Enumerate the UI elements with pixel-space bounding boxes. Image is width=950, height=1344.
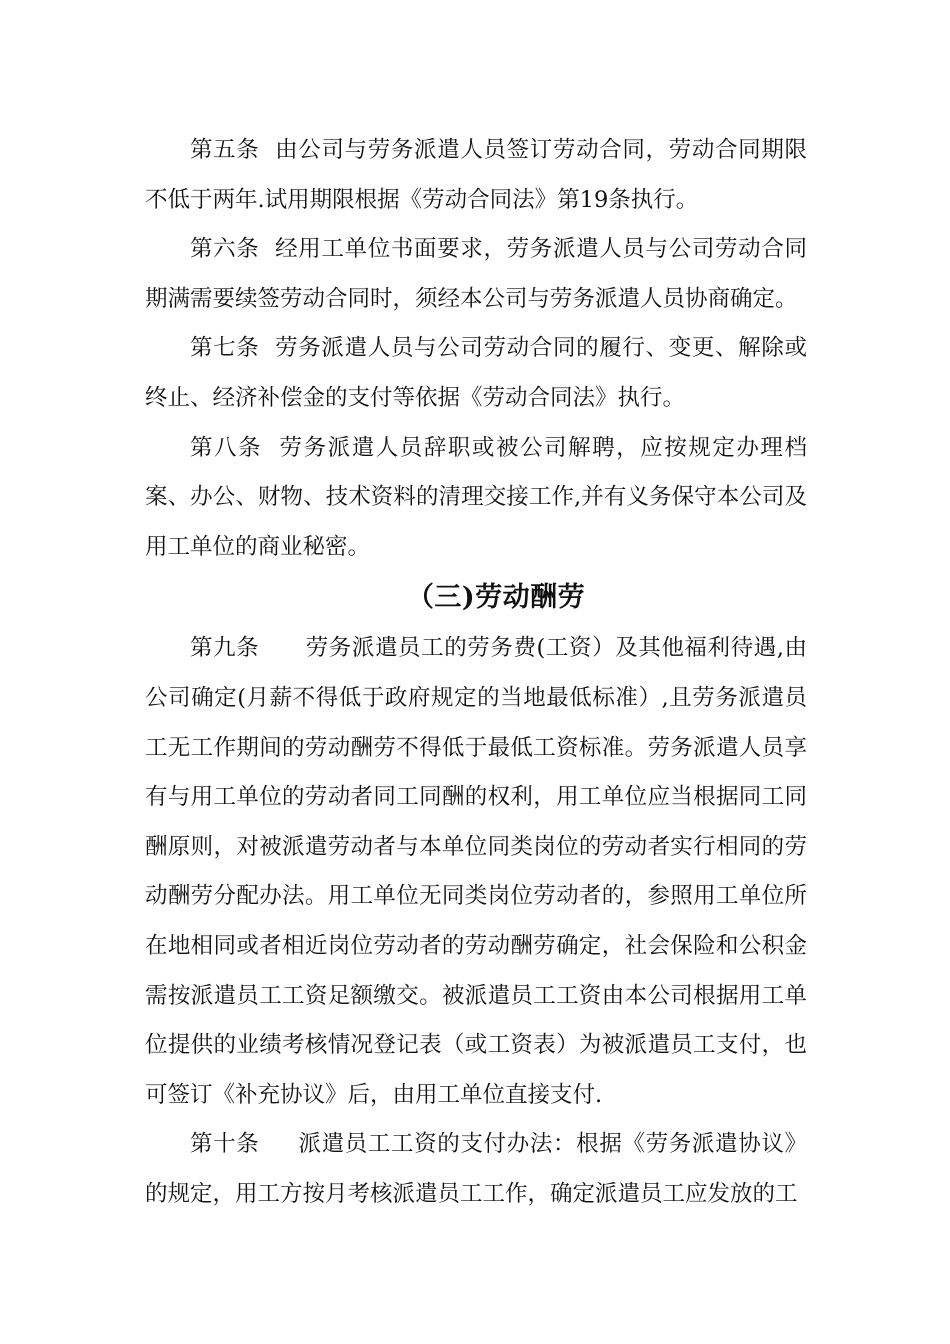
article-7-number: 第七条 xyxy=(190,335,260,362)
article-5-number: 第五条 xyxy=(190,137,260,163)
article-6-number: 第六条 xyxy=(190,236,260,263)
article-9-gap xyxy=(259,635,305,661)
article-10-paragraph xyxy=(145,1120,807,1219)
article-9-paragraph xyxy=(145,624,807,1120)
article-9-number: 第九条 xyxy=(190,635,260,662)
article-7-paragraph xyxy=(145,324,807,423)
article-5-text: 由公司与劳务派遣人员签订劳动合同，劳动合同期限不低于两年.试用期限根据《劳动合同法》第19条执行。 xyxy=(145,137,807,213)
article-7-text: 劳务派遣人员与公司劳动合同的履行、变更、解除或终止、经济补偿金的支付等依据《劳动合同法》执行。 xyxy=(145,335,807,411)
article-6-paragraph xyxy=(145,225,807,324)
article-7-gap xyxy=(259,335,275,361)
article-8-paragraph xyxy=(145,424,807,573)
article-8-gap xyxy=(262,435,279,461)
document-body xyxy=(145,126,807,1219)
article-8-text: 劳务派遣人员辞职或被公司解聘，应按规定办理档案、办公、财物、技术资料的清理交接工作,并有义务保守本公司及用工单位的商业秘密。 xyxy=(145,434,807,560)
article-10-gap xyxy=(259,1131,298,1157)
article-10-text: 派遣员工工资的支付办法：根据《劳务派遣协议》的规定，用工方按月考核派遣员工工作，确定派遣员工应发放的工 xyxy=(145,1131,807,1207)
section-heading: （三)劳动酬劳 xyxy=(406,582,586,614)
article-6-gap xyxy=(259,236,275,262)
article-8-number: 第八条 xyxy=(190,434,263,461)
article-5-paragraph xyxy=(145,126,807,225)
article-9-text: 劳务派遣员工的劳务费(工资）及其他福利待遇,由公司确定(月薪不得低于政府规定的当地最低标准）,且劳务派遣员工无工作期间的劳动酬劳不得低于最低工资标准。劳务派遣人员享有与用工单位的劳动者同工同酬的权利，用工单位应当根据同工同酬原则，对被派遣劳动者与本单位同类岗位的劳动者实行相同的劳动酬劳分配办法。用工单位无同类岗位劳动者的，参照用工单位所在地相同或者相近岗位劳动者的劳动酬劳确定，社会保险和公积金需按派遣员工工资足额缴交。被派遣员工工资由本公司根据用工单位提供的业绩考核情况登记表（或工资表）为被派遣员工支付，也可签订《补充协议》后，由用工单位直接支付. xyxy=(145,635,807,1108)
article-5-gap xyxy=(259,137,275,163)
article-6-text: 经用工单位书面要求，劳务派遣人员与公司劳动合同期满需要续签劳动合同时，须经本公司与劳务派遣人员协商确定。 xyxy=(145,236,807,312)
article-10-number: 第十条 xyxy=(190,1131,260,1158)
